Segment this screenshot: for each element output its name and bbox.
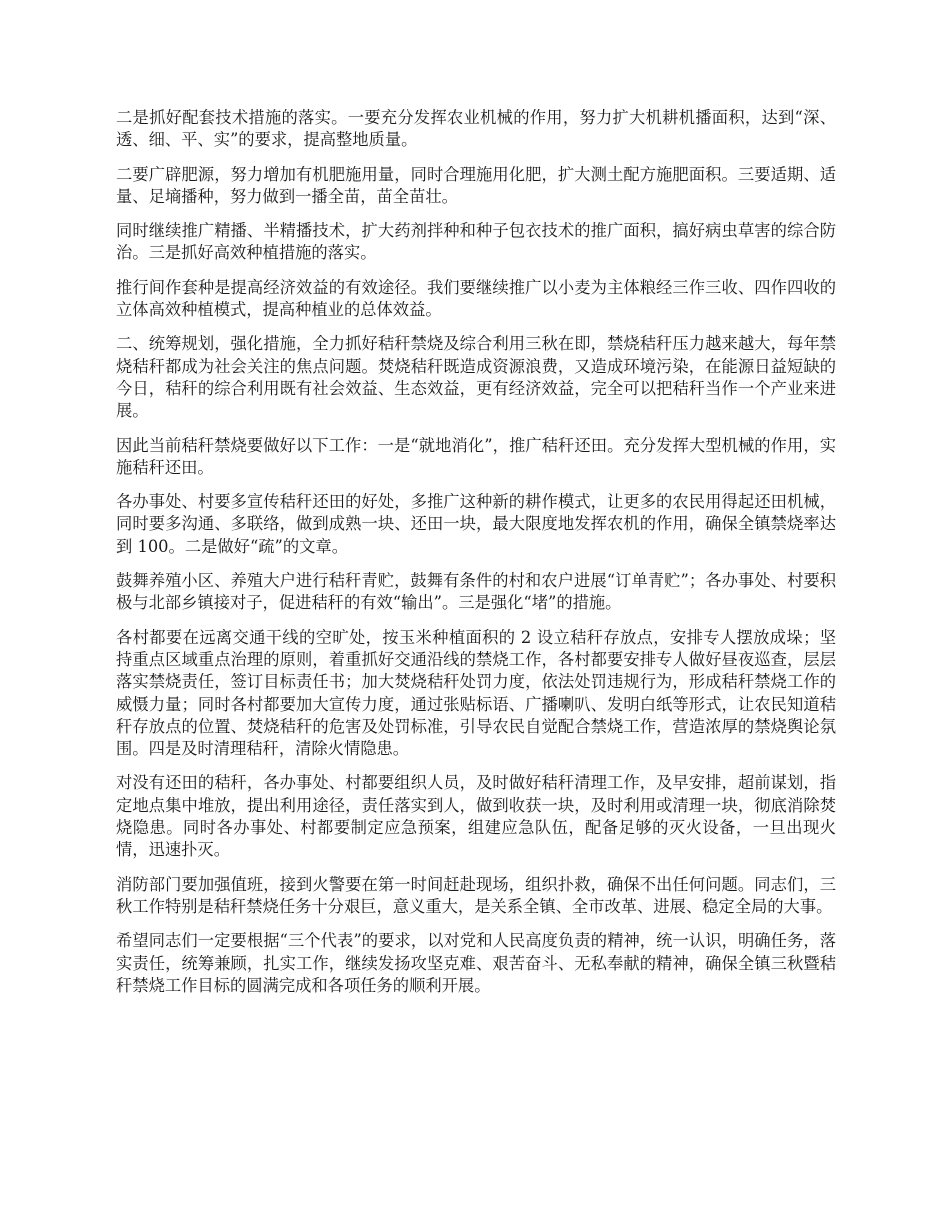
paragraph: 二、统筹规划，强化措施，全力抓好秸秆禁烧及综合利用三秋在即，禁烧秸秆压力越来越大，每年禁烧秸秆都成为社会关注的焦点问题。焚烧秸秆既造成资源浪费，又造成环境污染，在能源日益短缺的今日，秸秆的综合利用既有社会效益、生态效益，更有经济效益，完全可以把秸秆当作一个产业来进展。 [116, 334, 836, 421]
document-body [116, 107, 836, 1009]
paragraph: 二要广辟肥源，努力增加有机肥施用量，同时合理施用化肥，扩大测土配方施肥面积。三要适期、适量、足墒播种，努力做到一播全苗，苗全苗壮。 [116, 164, 836, 206]
paragraph: 鼓舞养殖小区、养殖大户进行秸秆青贮，鼓舞有条件的村和农户进展“订单青贮”；各办事处、村要积极与北部乡镇接对子，促进秸秆的有效“输出”。三是强化“堵”的措施。 [116, 571, 836, 613]
paragraph: 各村都要在远离交通干线的空旷处，按玉米种植面积的 2 设立秸秆存放点，安排专人摆放成垛；坚持重点区域重点治理的原则，着重抓好交通沿线的禁烧工作，各村都要安排专人做好昼夜巡查，层层落实禁烧责任，签订目标责任书；加大焚烧秸秆处罚力度，依法处罚违规行为，形成秸秆禁烧工作的威慑力量；同时各村都要加大宣传力度，通过张贴标语、广播喇叭、发明白纸等形式，让农民知道秸秆存放点的位置、焚烧秸秆的危害及处罚标准，引导农民自觉配合禁烧工作，营造浓厚的禁烧舆论氛围。四是及时清理秸秆，清除火情隐患。 [116, 627, 836, 759]
paragraph: 对没有还田的秸秆，各办事处、村都要组织人员，及时做好秸秆清理工作，及早安排，超前谋划，指定地点集中堆放，提出利用途径，责任落实到人，做到收获一块，及时利用或清理一块，彻底消除焚烧隐患。同时各办事处、村都要制定应急预案，组建应急队伍，配备足够的灭火设备，一旦出现火情，迅速扑灭。 [116, 773, 836, 860]
paragraph: 推行间作套种是提高经济效益的有效途径。我们要继续推广以小麦为主体粮经三作三收、四作四收的立体高效种植模式，提高种植业的总体效益。 [116, 277, 836, 320]
paragraph: 各办事处、村要多宣传秸秆还田的好处，多推广这种新的耕作模式，让更多的农民用得起还田机械，同时要多沟通、多联络，做到成熟一块、还田一块，最大限度地发挥农机的作用，确保全镇禁烧率达到 100。二是做好“疏”的文章。 [116, 492, 836, 556]
paragraph: 希望同志们一定要根据“三个代表”的要求，以对党和人民高度负责的精神，统一认识，明确任务，落实责任，统筹兼顾，扎实工作，继续发扬攻坚克难、艰苦奋斗、无私奉献的精神，确保全镇三秋暨秸秆禁烧工作目标的圆满完成和各项任务的顺利开展。 [116, 931, 836, 995]
paragraph: 消防部门要加强值班，接到火警要在第一时间赶赴现场，组织扑救，确保不出任何问题。同志们，三秋工作特别是秸秆禁烧任务十分艰巨，意义重大，是关系全镇、全市改革、进展、稳定全局的大事。 [116, 874, 836, 916]
paragraph: 同时继续推广精播、半精播技术，扩大药剂拌种和种子包衣技术的推广面积，搞好病虫草害的综合防治。三是抓好高效种植措施的落实。 [116, 221, 836, 263]
paragraph: 因此当前秸秆禁烧要做好以下工作：一是“就地消化”，推广秸秆还田。充分发挥大型机械的作用，实施秸秆还田。 [116, 435, 836, 477]
paragraph: 二是抓好配套技术措施的落实。一要充分发挥农业机械的作用，努力扩大机耕机播面积，达到“深、透、细、平、实”的要求，提高整地质量。 [116, 108, 836, 150]
